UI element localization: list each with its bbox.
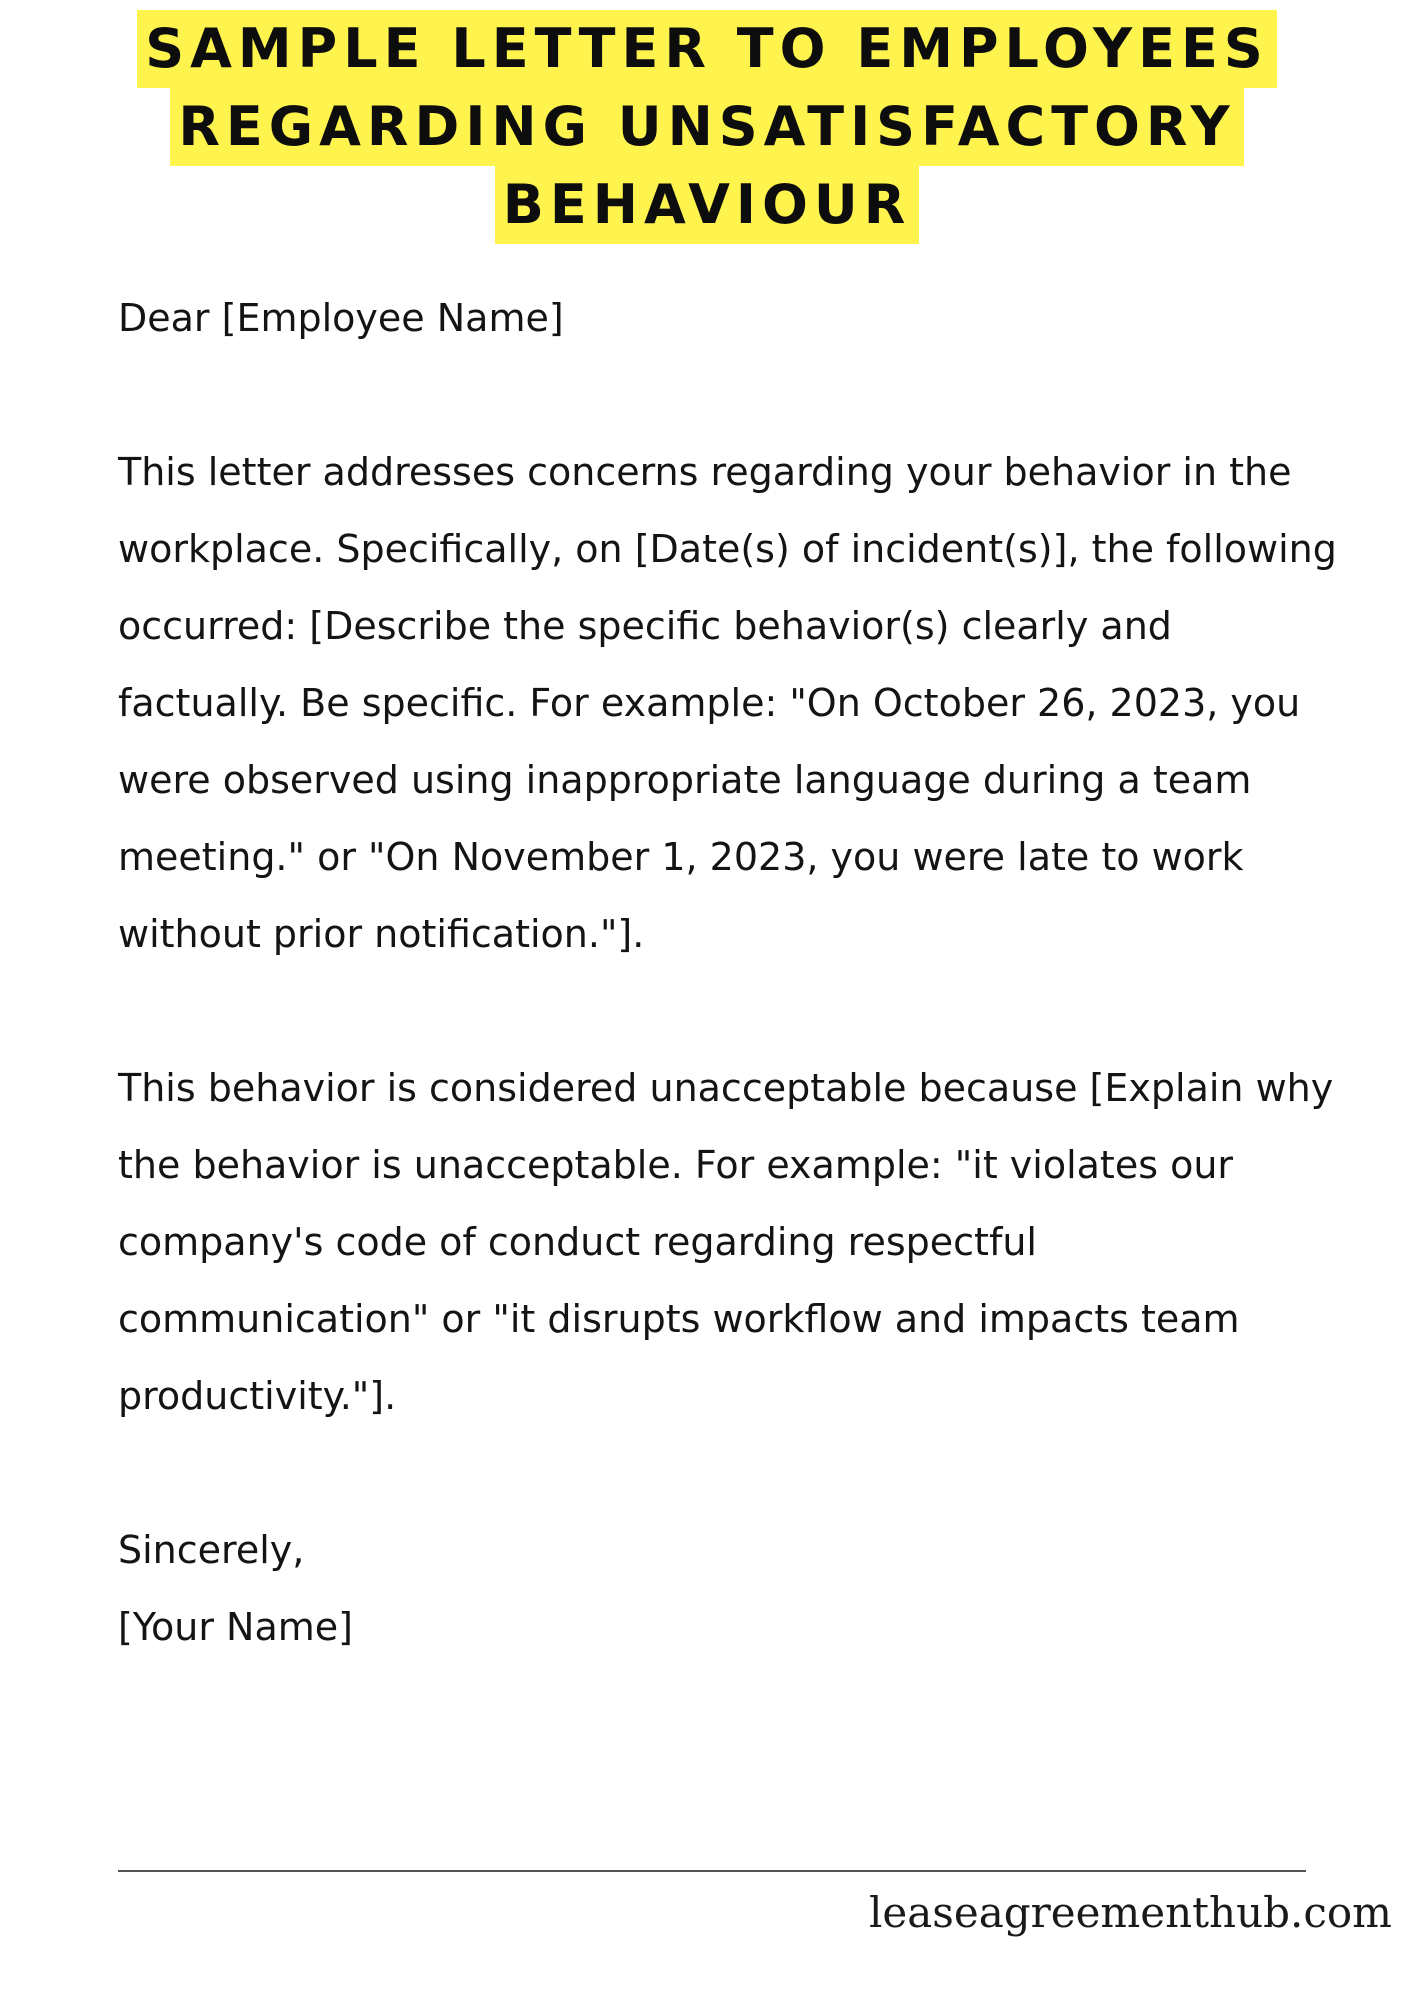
title-line-1: SAMPLE LETTER TO EMPLOYEES bbox=[137, 10, 1277, 88]
spacer bbox=[118, 1435, 1348, 1512]
spacer bbox=[118, 973, 1348, 1050]
title-line-3: BEHAVIOUR bbox=[495, 166, 920, 244]
signature-placeholder: [Your Name] bbox=[118, 1605, 353, 1649]
spacer bbox=[118, 357, 1348, 434]
paragraph-reason: This behavior is considered unacceptable because [Explain why the behavior is unacceptable. For example: "it violates our company's code of conduct regarding respectful communication" or "it disrupts workflow and impacts team productivity."]. bbox=[118, 1066, 1334, 1418]
title-line-2: REGARDING UNSATISFACTORY bbox=[170, 88, 1243, 166]
document-title bbox=[0, 10, 1414, 244]
closing: Sincerely, bbox=[118, 1528, 305, 1572]
footer-website: leaseagreementhub.com bbox=[868, 1888, 1392, 1937]
letter-body bbox=[118, 280, 1348, 1666]
footer-divider bbox=[118, 1870, 1306, 1872]
paragraph-incident: This letter addresses concerns regarding your behavior in the workplace. Specifically, on [Date(s) of incident(s)], the following occurred: [Describe the specific behavior(s) clearly and factually. Be specific. For example: "On October 26, 2023, you were observed using inappropriate language during a team meeting." or "On November 1, 2023, you were late to work without prior notification."]. bbox=[118, 450, 1337, 956]
salutation: Dear [Employee Name] bbox=[118, 296, 564, 340]
